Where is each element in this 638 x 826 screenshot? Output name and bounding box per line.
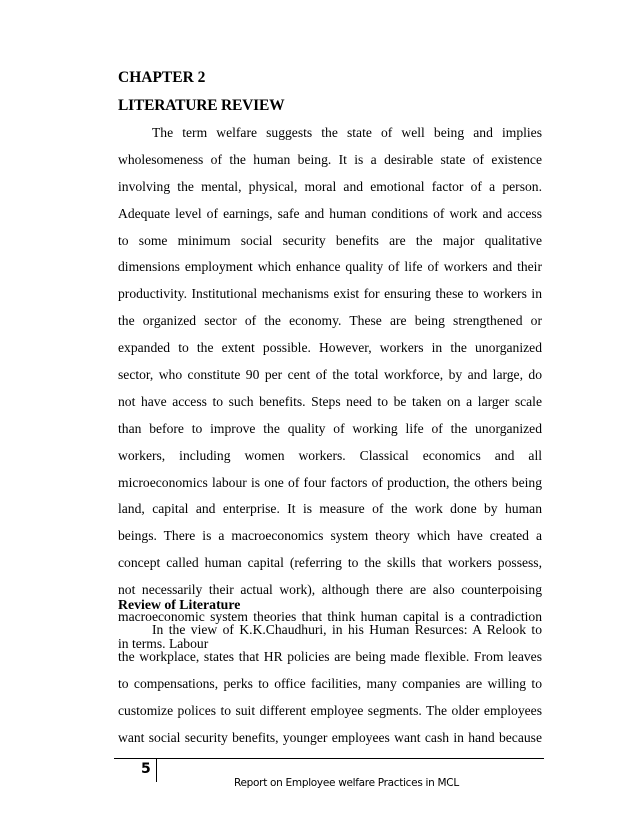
- review-paragraph: [118, 617, 542, 751]
- paragraph-line: microeconomics labour is one of four factors of production, the others being: [118, 474, 542, 490]
- paragraph-line: productivity. Institutional mechanisms exist for ensuring these to workers in: [118, 286, 542, 302]
- paragraph-line: in terms. Labour: [118, 635, 209, 651]
- paragraph-line: concept called human capital (referring to the skills that workers possess,: [118, 555, 542, 571]
- section-heading: Review of Literature: [118, 597, 241, 612]
- paragraph-line: sector, who constitute 90 per cent of the total workforce, by and large, do: [118, 367, 542, 383]
- chapter-title: LITERATURE REVIEW: [118, 97, 285, 114]
- paragraph-line: to compensations, perks to office facilities, many companies are willing to: [118, 675, 542, 691]
- paragraph-line: want social security benefits, younger employees want cash in hand because: [118, 729, 542, 745]
- paragraph-line: workers, including women workers. Classical economics and all: [118, 447, 542, 463]
- paragraph-line: macroeconomic system theories that think human capital is a contradiction: [118, 609, 542, 625]
- paragraph-line: Adequate level of earnings, safe and human conditions of work and access: [118, 205, 542, 221]
- paragraph-line: dimensions employment which enhance quality of life of workers and their: [118, 259, 542, 275]
- paragraph-line: involving the mental, physical, moral and emotional factor of a person.: [118, 178, 542, 194]
- paragraph-line: to some minimum social security benefits are the major qualitative: [118, 232, 542, 248]
- paragraph-line: the workplace, states that HR policies are being made flexible. From leaves: [118, 648, 542, 664]
- paragraph-line: the organized sector of the economy. These are being strengthened or: [118, 313, 542, 329]
- paragraph-line: wholesomeness of the human being. It is a desirable state of existence: [118, 151, 542, 167]
- paragraph-line: not have access to such benefits. Steps need to be taken on a larger scale: [118, 393, 542, 409]
- footer-vertical-divider: [156, 758, 157, 782]
- paragraph-line: customize polices to suit different employee segments. The older employees: [118, 702, 542, 718]
- intro-paragraph: [118, 120, 542, 658]
- paragraph-line: The term welfare suggests the state of well being and implies: [152, 125, 542, 140]
- footer-report-title: Report on Employee welfare Practices in MCL: [234, 777, 459, 789]
- chapter-number: CHAPTER 2: [118, 69, 206, 86]
- paragraph-line: In the view of K.K.Chaudhuri, in his Human Resurces: A Relook to: [152, 622, 542, 637]
- paragraph-line: beings. There is a macroeconomics system theory which have created a: [118, 528, 542, 544]
- paragraph-line: land, capital and enterprise. It is measure of the work done by human: [118, 501, 542, 517]
- paragraph-line: expanded to the extent possible. However, workers in the unorganized: [118, 340, 542, 356]
- footer-divider: [114, 758, 544, 759]
- page-number: 5: [141, 761, 151, 777]
- paragraph-line: not necessarily their actual work), although there are also counterpoising: [118, 582, 542, 598]
- paragraph-line: than before to improve the quality of working life of the unorganized: [118, 420, 542, 436]
